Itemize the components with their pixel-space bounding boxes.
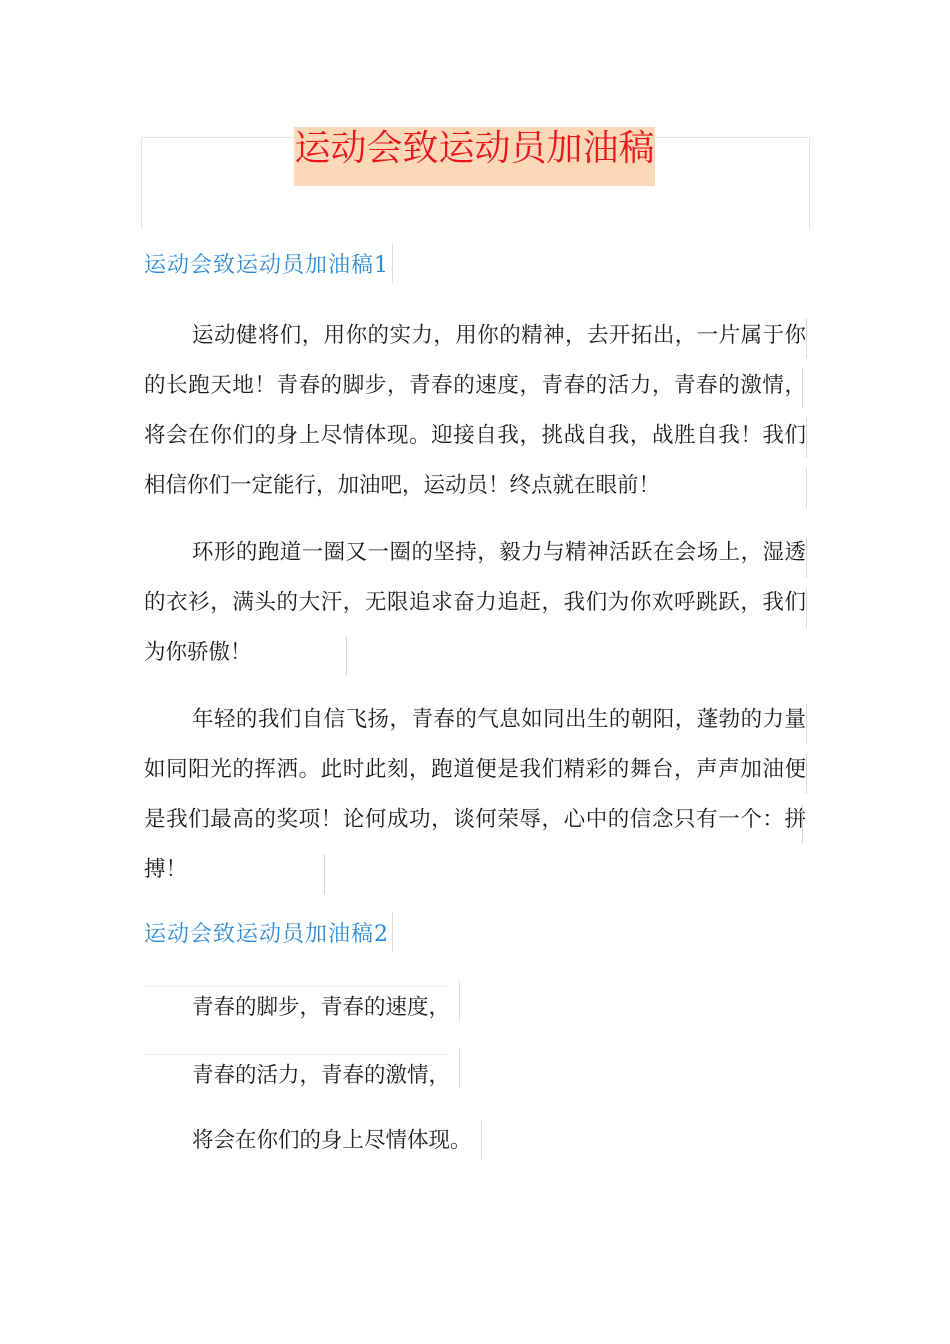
paragraph-1: 运动健将们，用你的实力，用你的精神，去开拓出，一片属于你的长跑天地！青春的脚步，青春的速度，青春的活力，青春的激情，将会在你们的身上尽情体现。迎接自我，挑战自我，战胜自我！我们相信你们一定能行，加油吧，运动员！终点就在眼前！ xyxy=(144,323,806,498)
right-margin-mark xyxy=(806,468,807,508)
section-heading-2: 运动会致运动员加油稿2 xyxy=(144,920,389,950)
right-margin-mark xyxy=(802,804,803,844)
right-margin-mark xyxy=(806,754,807,794)
verse-line-2: 青春的活力，青春的激情， xyxy=(144,1054,450,1091)
paragraph-3: 年轻的我们自信飞扬，青春的气息如同出生的朝阳，蓬勃的力量如同阳光的挥洒。此时此刻，跑道便是我们精彩的舞台，声声加油便是我们最高的奖项！论何成功，谈何荣辱，心中的信念只有一个：拼搏！ xyxy=(144,707,806,882)
right-margin-mark xyxy=(806,588,807,628)
verse-line-3: 将会在你们的身上尽情体现。 xyxy=(144,1126,472,1156)
right-margin-mark xyxy=(806,418,807,458)
verse-line-1: 青春的脚步，青春的速度， xyxy=(144,986,450,1023)
right-margin-mark xyxy=(806,318,807,358)
right-margin-mark xyxy=(802,368,803,408)
section-heading-1: 运动会致运动员加油稿1 xyxy=(144,251,389,281)
right-margin-mark xyxy=(806,538,807,578)
right-margin-mark xyxy=(324,854,325,894)
document-title: 运动会致运动员加油稿 xyxy=(294,127,655,186)
right-margin-mark xyxy=(346,636,347,676)
right-margin-mark xyxy=(806,704,807,744)
paragraph-2: 环形的跑道一圈又一圈的坚持，毅力与精神活跃在会场上，湿透的衣衫，满头的大汗，无限追求奋力追赶，我们为你欢呼跳跃，我们为你骄傲！ xyxy=(144,540,806,665)
